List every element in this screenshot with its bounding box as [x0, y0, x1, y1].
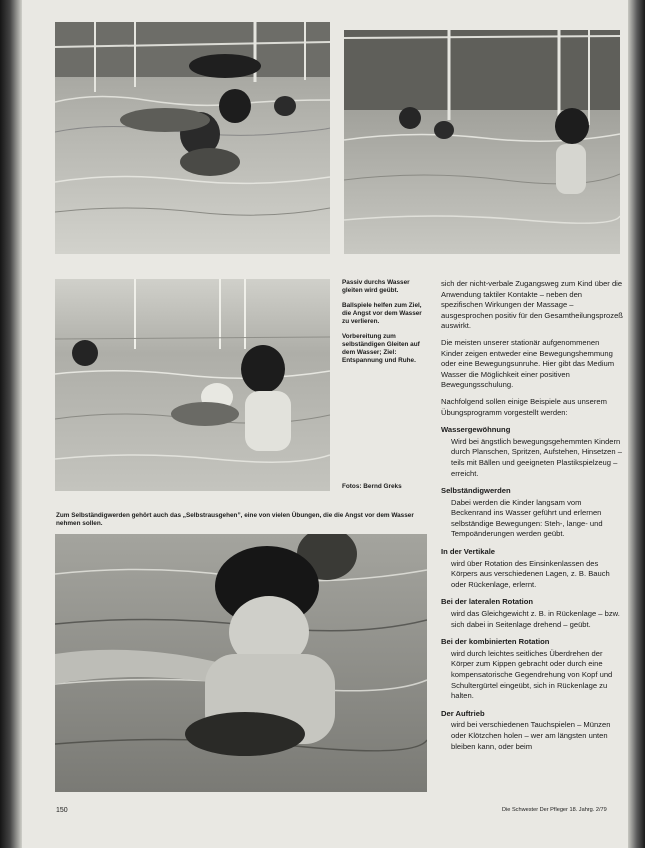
section-body-auftrieb: wird bei verschiedenen Tauchspielen – Münzen oder Klötzchen holen – wer am längsten unten bleiben kann, oder beim — [451, 720, 611, 751]
caption-photo-3: Vorbereitung zum selbständigen Gleiten auf dem Wasser; Ziel: Entspannung und Ruhe. — [342, 333, 420, 364]
section-heading-selbstaendigwerden: Selbständigwerden — [441, 486, 511, 496]
section-body-selbstaendigwerden: Dabei werden die Kinder langsam vom Beckenrand ins Wasser geführt und erlernen selbständige Bewegungen: Steh-, lange- und Tempoänderungen werden geübt. — [451, 497, 603, 539]
page-shadow-right — [628, 0, 645, 848]
page-number: 150 — [56, 807, 68, 814]
article-paragraph-3: Nachfolgend sollen einige Beispiele aus unserem Übungsprogramm vorgestellt werden: — [441, 396, 607, 417]
photo-credit: Fotos: Bernd Greks — [342, 483, 402, 490]
section-body-laterale-rotation: wird das Gleichgewicht z. B. in Rückenlage – bzw. sich dabei in Seitenlage drehend – geübt. — [451, 609, 620, 629]
photo-top-right — [344, 30, 620, 254]
section-body-vertikale: wird über Rotation des Einsinkenlassen des Körpers aus verschiedenen Lagen, z. B. Bauch oder Rückenlage, erlernt. — [451, 558, 610, 589]
section-body-kombinierte-rotation: wird durch leichtes seitliches Überdrehen der Körper zum Kippen gebracht oder durch eine kompensatorische Gegendrehung von Kopf und Schultergürtel eingeübt, sich in Rückenlage zu halten. — [451, 648, 613, 701]
section-heading-auftrieb: Der Auftrieb — [441, 708, 485, 718]
side-captions — [342, 279, 428, 372]
page-shadow-left — [0, 0, 22, 848]
article-paragraph-2: Die meisten unserer stationär aufgenommenen Kinder zeigen entweder eine Bewegungshemmung oder eine Bewegungsunruhe. Hier gibt das Medium Wasser die Möglichkeit einer positiven Bewegungsschulung. — [441, 337, 615, 390]
photo-top-left — [55, 22, 330, 254]
article-intro: sich der nicht-verbale Zugangsweg zum Kind über die Anwendung taktiler Kontakte – neben den spezifischen Wirkungen der Massage – ausgesprochen positiv für den Gesamtheilungsprozeß auswirkt. — [441, 279, 623, 331]
article-column — [441, 279, 623, 756]
section-body-wassergewoehnung: Wird bei ängstlich bewegungsgehemmten Kindern durch Planschen, Spritzen, Aufstehen, Hinsetzen – teils mit Bällen und geeigneten Plastikspielzeug – erreicht. — [451, 436, 622, 478]
caption-bottom-photo: Zum Selbständigwerden gehört auch das „Selbstrausgehen”, eine von vielen Übungen, die die Angst vor dem Wasser nehmen sollen. — [56, 512, 414, 527]
caption-photo-1: Passiv durchs Wasser gleiten wird geübt. — [342, 279, 410, 294]
section-heading-wassergewoehnung: Wassergewöhnung — [441, 425, 511, 435]
photo-middle-left — [55, 279, 330, 491]
section-heading-kombinierte-rotation: Bei der kombinierten Rotation — [441, 637, 550, 647]
caption-photo-2: Ballspiele helfen zum Ziel, die Angst vor dem Wasser zu verlieren. — [342, 302, 422, 325]
section-heading-vertikale: In der Vertikale — [441, 547, 496, 557]
journal-footer: Die Schwester Der Pfleger 18. Jahrg. 2/79 — [502, 807, 607, 813]
section-heading-laterale-rotation: Bei der lateralen Rotation — [441, 597, 533, 607]
photo-bottom-left — [55, 534, 427, 792]
